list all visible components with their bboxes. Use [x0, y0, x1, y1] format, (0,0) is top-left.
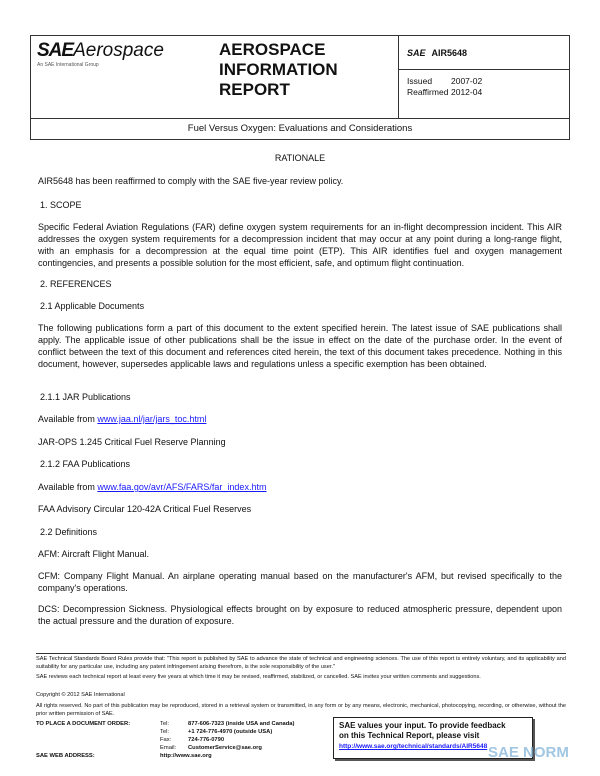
- definition-cfm: CFM: Company Flight Manual. An airplane operating manual based on the manufacturer's AFM, but revised specifically to the company's operations.: [38, 571, 562, 593]
- section-heading: 2.1 Applicable Documents: [40, 301, 145, 311]
- rationale-text: AIR5648 has been reaffirmed to comply with the SAE five-year review policy.: [38, 176, 344, 186]
- web-address-label: SAE WEB ADDRESS:: [36, 753, 95, 759]
- section-heading: 1. SCOPE: [40, 200, 82, 210]
- footer-review: SAE reviews each technical report at least every five years at which time it may be revised, reaffirmed, stabilized, or cancelled. SAE invites your written comments and suggestions.: [36, 674, 481, 680]
- document-number: SAE AIR5648: [407, 48, 468, 58]
- header-box: [30, 35, 570, 140]
- logo-subtitle: An SAE International Group: [37, 62, 99, 68]
- order-label: TO PLACE A DOCUMENT ORDER:: [36, 721, 131, 727]
- reference-item: JAR-OPS 1.245 Critical Fuel Reserve Planning: [38, 437, 226, 447]
- section-heading: 2.1.2 FAA Publications: [40, 459, 131, 469]
- contact-labels: Tel: Tel: Fax: Email:: [160, 721, 177, 751]
- definition-afm: AFM: Aircraft Flight Manual.: [38, 549, 150, 559]
- footer-copyright: Copyright © 2012 SAE International: [36, 692, 125, 698]
- watermark: SAE NORM: [488, 744, 569, 761]
- scope-paragraph: Specific Federal Aviation Regulations (FAR) define oxygen system requirements for an in-flight decompression incident. This AIR addresses the oxygen system requirements for a decompression incident that may occur at any point during a long-range flight, with an emphasis for a decompression at the equal time point (ETP). This AIR identifies fuel and oxygen management contingencies, and presents a possible solution for the most efficient, safe, and optimum flight continuation.: [38, 222, 562, 268]
- section-heading: 2.1.1 JAR Publications: [40, 392, 131, 402]
- feedback-link[interactable]: http://www.sae.org/technical/standards/AIR5648: [339, 743, 488, 750]
- report-type-title: AEROSPACE INFORMATION REPORT: [219, 40, 338, 99]
- footer-rules: SAE Technical Standards Board Rules provide that: "This report is published by SAE to advance the state of technical and engineering sciences. The use of this report is entirely voluntary, and its applicability and suitability for any particular use, including any patent infringement arising therefrom, is the sole responsibility of the user.": [36, 656, 566, 670]
- reference-item: FAA Advisory Circular 120-42A Critical Fuel Reserves: [38, 504, 252, 514]
- divider: [398, 36, 399, 118]
- divider: [31, 118, 569, 119]
- document-dates: Issued 2007-02 Reaffirmed 2012-04: [407, 76, 483, 97]
- section-heading: 2.2 Definitions: [40, 527, 98, 537]
- document-subject: Fuel Versus Oxygen: Evaluations and Considerations: [187, 123, 413, 134]
- feedback-box: SAE values your input. To provide feedback on this Technical Report, please visit http://www.sae.org/technical/standards/AIR5648: [333, 717, 533, 759]
- footer-rights: All rights reserved. No part of this publication may be reproduced, stored in a retrieval system or transmitted, in any form or by any means, electronic, mechanical, photocopying, recording, or otherwise, without the prior written permission of SAE.: [36, 703, 566, 717]
- definition-dcs: DCS: Decompression Sickness. Physiological effects brought on by exposure to reduced atmospheric pressure, dependent upon the actual pressure and the duration of exposure.: [38, 604, 562, 626]
- availability-line: Available from www.faa.gov/avr/AFS/FARS/far_index.htm: [38, 482, 267, 492]
- faa-link[interactable]: www.faa.gov/avr/AFS/FARS/far_index.htm: [97, 482, 267, 492]
- contact-values: 877-606-7323 (inside USA and Canada) +1 724-776-4970 (outside USA) 724-776-0790 CustomerService@sae.org http://www.sae.org: [160, 721, 295, 759]
- divider: [398, 69, 570, 70]
- section-heading: 2. REFERENCES: [40, 279, 112, 289]
- jar-link[interactable]: www.jaa.nl/jar/jars_toc.html: [97, 414, 207, 424]
- applicable-paragraph: The following publications form a part of this document to the extent specified herein. The latest issue of SAE publications shall apply. The applicable issue of other publications shall be the issue in effect on the date of the purchase order. In the event of conflict between the text of this document and references cited herein, the text of this document takes precedence. Nothing in this document, however, supersedes applicable laws and regulations unless a specific exemption has been obtained.: [38, 323, 562, 369]
- sae-aerospace-logo: SAEAerospace: [37, 40, 164, 61]
- rationale-heading: RATIONALE: [274, 153, 326, 163]
- availability-line: Available from www.jaa.nl/jar/jars_toc.html: [38, 414, 207, 424]
- footer-divider: [36, 653, 566, 654]
